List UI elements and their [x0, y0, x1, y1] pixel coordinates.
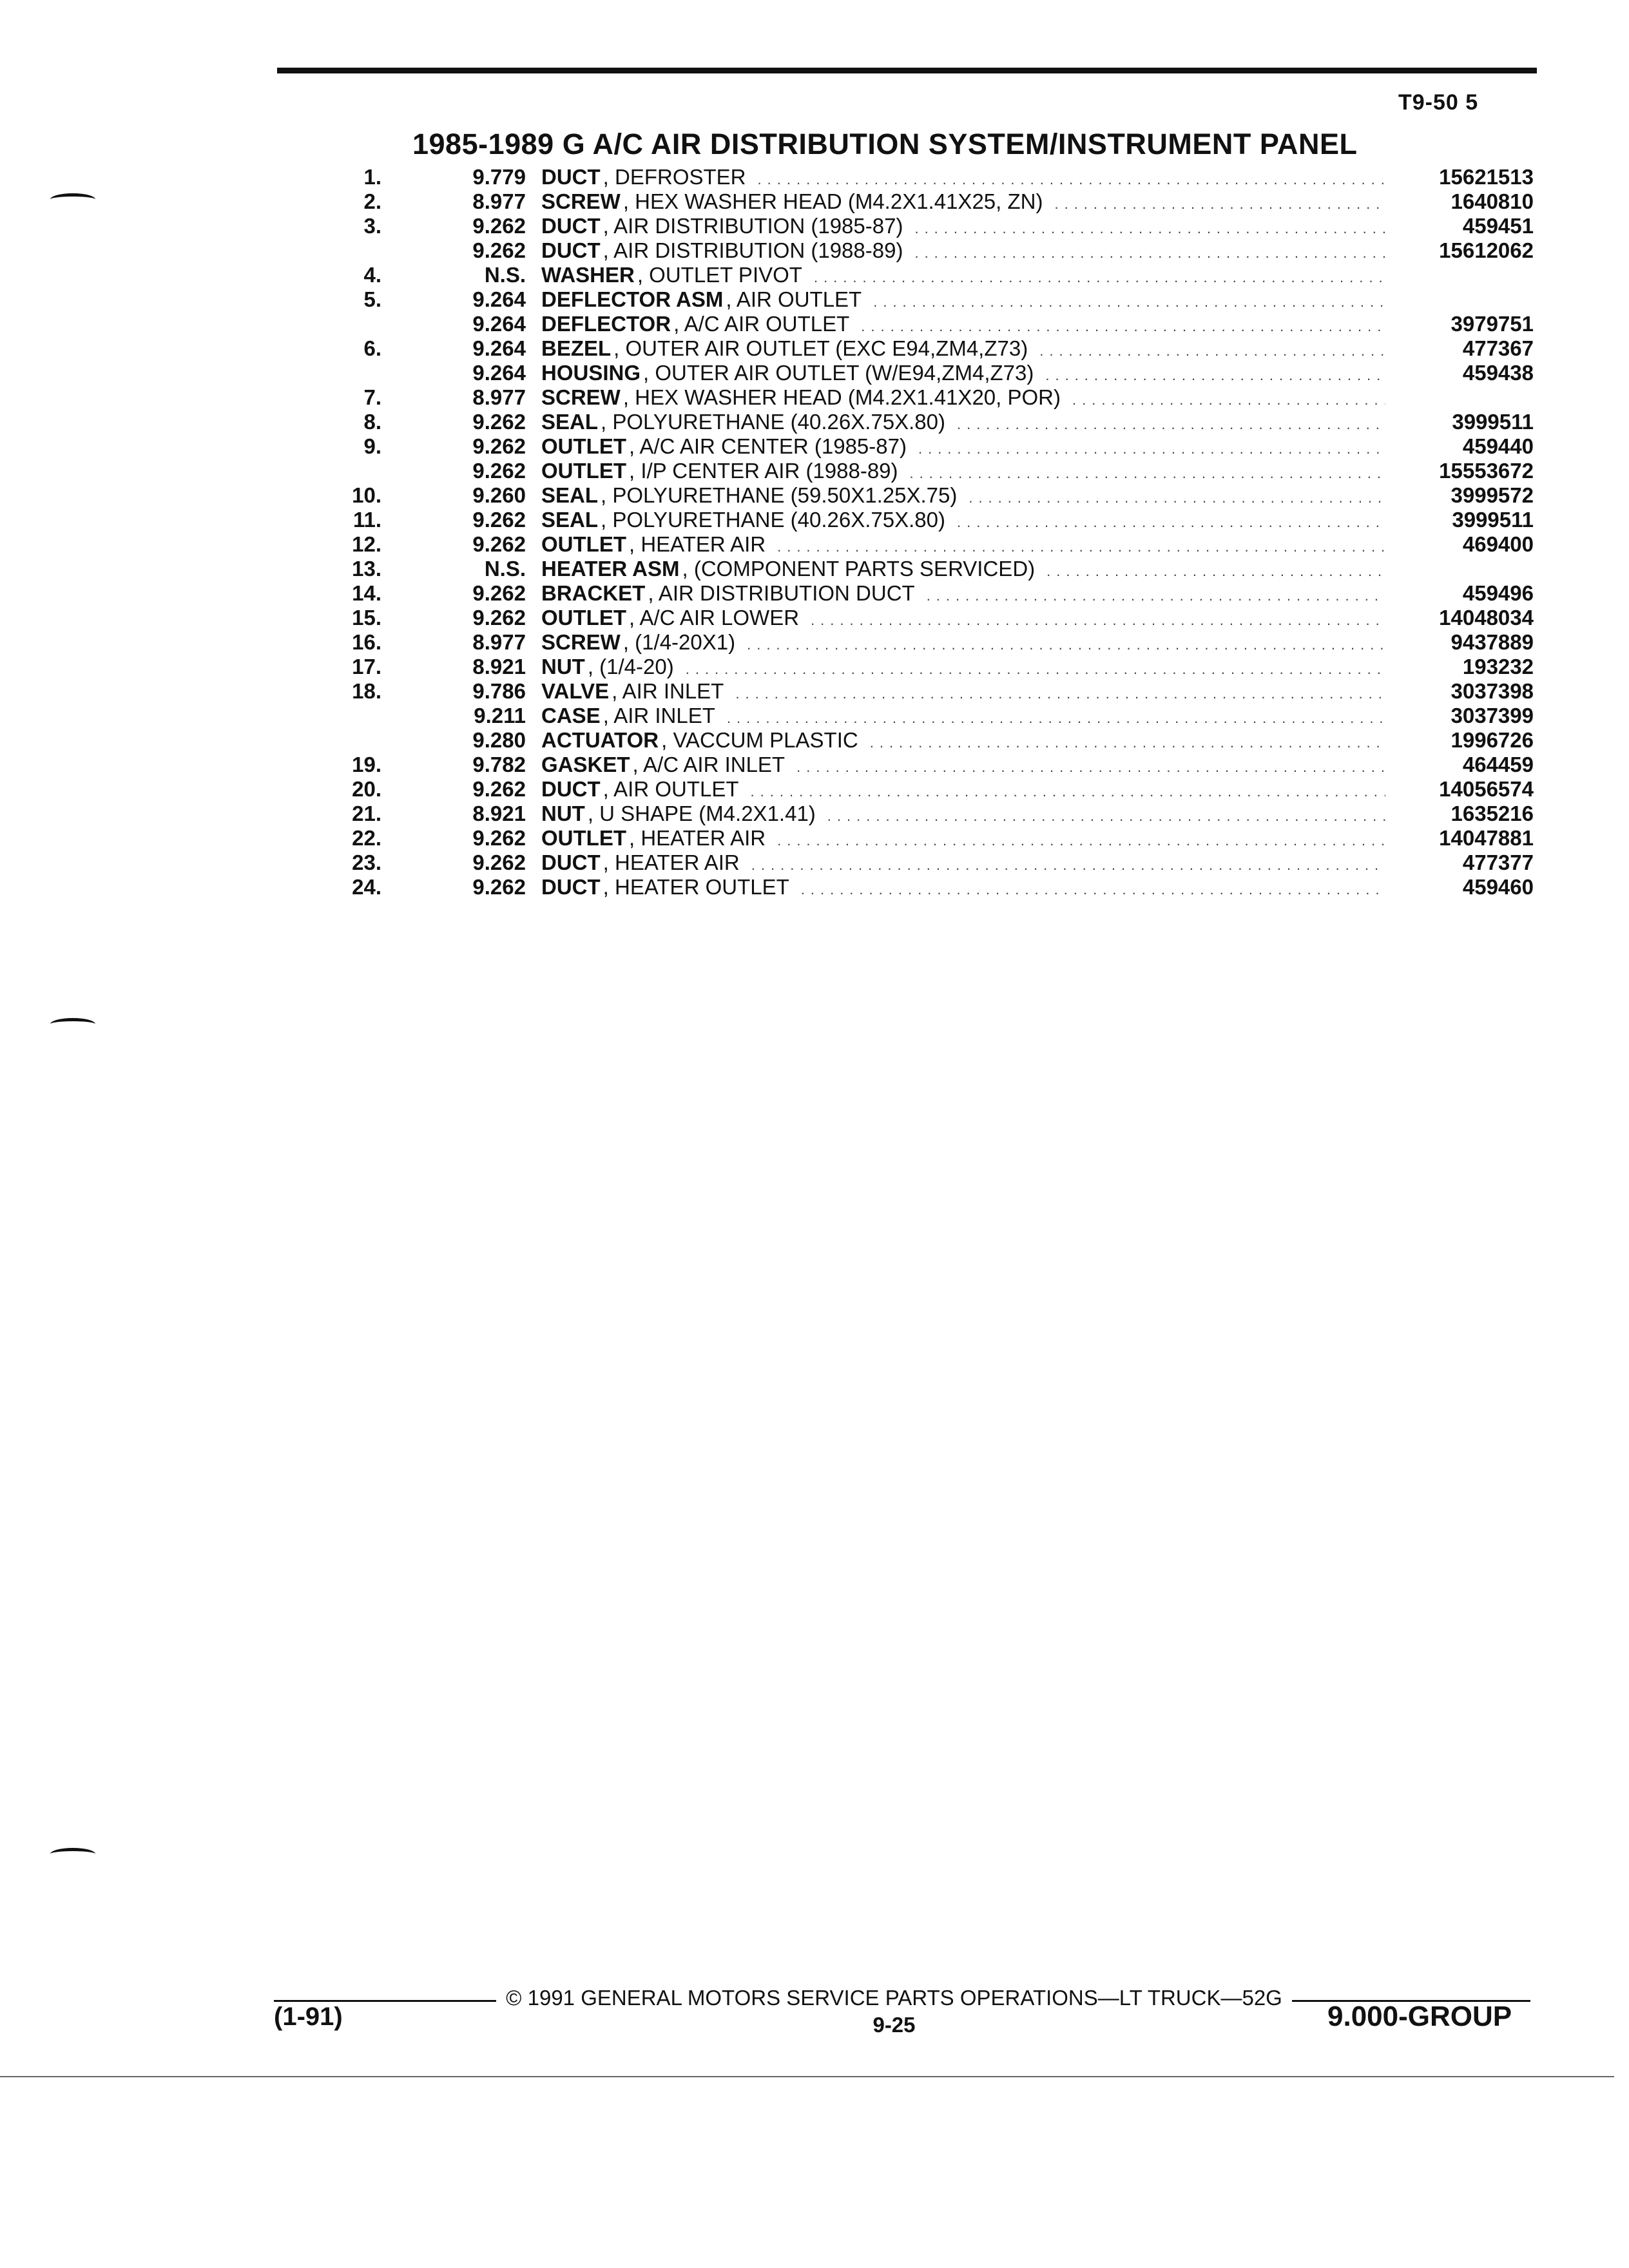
- footer-copyright: © 1991 GENERAL MOTORS SERVICE PARTS OPERATIONS—LT TRUCK—52G: [506, 1986, 1282, 2010]
- leader-dots: [814, 265, 1385, 290]
- part-description: [541, 336, 1405, 363]
- part-description: [541, 581, 1405, 608]
- part-spec: , A/C AIR LOWER: [628, 606, 800, 629]
- item-number: 6.: [363, 336, 381, 360]
- part-name: DEFLECTOR ASM: [541, 287, 724, 311]
- table-row: [335, 557, 1534, 581]
- part-spec: , AIR INLET: [602, 704, 715, 727]
- part-spec: , HEX WASHER HEAD (M4.2X1.41X25, ZN): [622, 189, 1043, 213]
- part-description: [541, 704, 1405, 731]
- leader-dots: [735, 682, 1385, 706]
- scan-edge-line: [0, 2076, 1614, 2077]
- group-number: 8.921: [472, 802, 526, 825]
- group-number: N.S.: [484, 263, 526, 287]
- item-number: 18.: [352, 679, 381, 703]
- table-row: [335, 385, 1534, 410]
- item-number: 19.: [352, 753, 381, 776]
- table-row: [335, 336, 1534, 361]
- part-name: OUTLET: [541, 459, 626, 483]
- part-name: OUTLET: [541, 434, 626, 458]
- part-spec: , VACCUM PLASTIC: [661, 728, 858, 752]
- item-number: 8.: [363, 410, 381, 434]
- part-spec: , OUTER AIR OUTLET (W/E94,ZM4,Z73): [643, 361, 1034, 385]
- item-number: 10.: [352, 483, 381, 507]
- part-number: 1640810: [1451, 189, 1534, 213]
- leader-dots: [969, 486, 1385, 510]
- part-spec: , A/C AIR OUTLET: [673, 312, 850, 336]
- part-name: HEATER ASM: [541, 557, 680, 581]
- part-name: SEAL: [541, 410, 599, 434]
- part-name: SCREW: [541, 189, 621, 213]
- part-spec: , (1/4-20X1): [622, 630, 736, 654]
- part-name: DUCT: [541, 777, 601, 801]
- binder-hole-mark: [50, 1848, 95, 1860]
- part-spec: , HEATER AIR: [602, 850, 740, 874]
- group-number: 9.262: [472, 214, 526, 238]
- part-spec: , AIR OUTLET: [726, 287, 862, 311]
- table-row: [335, 214, 1534, 238]
- table-row: [335, 875, 1534, 899]
- part-name: SEAL: [541, 483, 599, 507]
- part-spec: , HEATER AIR: [628, 532, 766, 556]
- table-row: [335, 165, 1534, 189]
- item-number: 23.: [352, 850, 381, 874]
- table-row: [335, 459, 1534, 483]
- leader-dots: [1046, 559, 1385, 584]
- part-spec: , AIR DISTRIBUTION (1988-89): [602, 238, 903, 262]
- part-number: 3999572: [1451, 483, 1534, 507]
- leader-dots: [1072, 388, 1385, 412]
- table-row: [335, 802, 1534, 826]
- group-number: 9.782: [472, 753, 526, 776]
- group-number: 8.977: [472, 630, 526, 654]
- part-description: [541, 410, 1405, 437]
- item-number: 1.: [363, 165, 381, 189]
- part-description: [541, 263, 1405, 290]
- group-number: 9.262: [472, 875, 526, 899]
- part-description: [541, 850, 1405, 878]
- leader-dots: [811, 608, 1385, 633]
- part-number: 477367: [1462, 336, 1534, 360]
- group-number: 9.262: [472, 238, 526, 262]
- leader-dots: [1054, 192, 1385, 216]
- part-name: SEAL: [541, 508, 599, 532]
- group-number: 9.264: [472, 361, 526, 385]
- part-number: 15612062: [1439, 238, 1534, 262]
- table-row: [335, 753, 1534, 777]
- part-description: [541, 189, 1405, 216]
- leader-dots: [777, 535, 1385, 559]
- part-spec: , OUTLET PIVOT: [637, 263, 802, 287]
- leader-dots: [914, 216, 1385, 241]
- footer-date: (1-91): [274, 2003, 343, 2031]
- group-number: 9.262: [472, 434, 526, 458]
- part-spec: , POLYURETHANE (59.50X1.25X.75): [601, 483, 958, 507]
- part-description: [541, 802, 1405, 829]
- item-number: 20.: [352, 777, 381, 801]
- part-description: [541, 238, 1405, 265]
- part-name: OUTLET: [541, 606, 626, 629]
- item-number: 12.: [352, 532, 381, 556]
- footer-group: 9.000-GROUP: [1327, 2001, 1512, 2032]
- part-spec: , (COMPONENT PARTS SERVICED): [682, 557, 1036, 581]
- item-number: 5.: [363, 287, 381, 311]
- part-description: [541, 385, 1405, 412]
- group-number: 9.779: [472, 165, 526, 189]
- leader-dots: [918, 437, 1385, 461]
- top-rule: [277, 68, 1537, 73]
- table-row: [335, 655, 1534, 679]
- leader-dots: [727, 706, 1385, 731]
- part-description: [541, 165, 1405, 192]
- part-number: 15621513: [1439, 165, 1534, 189]
- item-number: 16.: [352, 630, 381, 654]
- group-number: 9.262: [472, 850, 526, 874]
- part-spec: , AIR INLET: [612, 679, 724, 703]
- part-spec: , DEFROSTER: [602, 165, 746, 189]
- table-row: [335, 361, 1534, 385]
- leader-dots: [796, 755, 1385, 780]
- part-spec: , OUTER AIR OUTLET (EXC E94,ZM4,Z73): [613, 336, 1028, 360]
- table-row: [335, 850, 1534, 875]
- group-number: 9.264: [472, 287, 526, 311]
- item-number: 13.: [352, 557, 381, 581]
- part-number: 1635216: [1451, 802, 1534, 825]
- group-number: 9.786: [472, 679, 526, 703]
- part-name: ACTUATOR: [541, 728, 659, 752]
- leader-dots: [873, 290, 1385, 314]
- item-number: 15.: [352, 606, 381, 629]
- leader-dots: [1045, 363, 1385, 388]
- part-spec: , POLYURETHANE (40.26X.75X.80): [601, 410, 945, 434]
- part-number: 477377: [1462, 850, 1534, 874]
- part-name: HOUSING: [541, 361, 641, 385]
- part-number: 469400: [1462, 532, 1534, 556]
- part-name: SCREW: [541, 630, 621, 654]
- item-number: 7.: [363, 385, 381, 409]
- part-spec: , HEATER AIR: [628, 826, 766, 850]
- leader-dots: [957, 412, 1385, 437]
- part-number: 459440: [1462, 434, 1534, 458]
- part-number: 14056574: [1439, 777, 1534, 801]
- item-number: 2.: [363, 189, 381, 213]
- table-row: [335, 704, 1534, 728]
- part-number: 459496: [1462, 581, 1534, 605]
- table-row: [335, 777, 1534, 802]
- footer-rule-left: [274, 2000, 496, 2002]
- table-row: [335, 606, 1534, 630]
- part-description: [541, 459, 1405, 486]
- part-spec: , I/P CENTER AIR (1988-89): [628, 459, 898, 483]
- part-spec: , AIR OUTLET: [602, 777, 739, 801]
- binder-hole-mark: [50, 193, 95, 206]
- group-number: 9.262: [472, 459, 526, 483]
- part-spec: , POLYURETHANE (40.26X.75X.80): [601, 508, 945, 532]
- leader-dots: [910, 461, 1385, 486]
- leader-dots: [861, 314, 1385, 339]
- table-row: [335, 189, 1534, 214]
- part-number: 3037399: [1451, 704, 1534, 727]
- item-number: 14.: [352, 581, 381, 605]
- table-row: [335, 434, 1534, 459]
- part-spec: , AIR DISTRIBUTION DUCT: [648, 581, 915, 605]
- part-name: SCREW: [541, 385, 621, 409]
- part-number: 464459: [1462, 753, 1534, 776]
- part-spec: , HEX WASHER HEAD (M4.2X1.41X20, POR): [622, 385, 1061, 409]
- leader-dots: [957, 510, 1385, 535]
- part-description: [541, 214, 1405, 241]
- part-name: DUCT: [541, 214, 601, 238]
- part-description: [541, 875, 1405, 902]
- part-name: OUTLET: [541, 826, 626, 850]
- part-number: 459451: [1462, 214, 1534, 238]
- part-description: [541, 287, 1405, 314]
- part-name: BRACKET: [541, 581, 646, 605]
- item-number: 3.: [363, 214, 381, 238]
- page-reference: T9-50 5: [1398, 90, 1479, 115]
- part-name: BEZEL: [541, 336, 612, 360]
- table-row: [335, 630, 1534, 655]
- part-name: DEFLECTOR: [541, 312, 671, 336]
- part-name: OUTLET: [541, 532, 626, 556]
- part-name: DUCT: [541, 850, 601, 874]
- part-spec: , (1/4-20): [587, 655, 674, 678]
- part-description: [541, 777, 1405, 804]
- group-number: 9.262: [472, 581, 526, 605]
- leader-dots: [758, 168, 1385, 192]
- part-description: [541, 557, 1405, 584]
- part-name: DUCT: [541, 875, 601, 899]
- part-spec: , A/C AIR INLET: [632, 753, 786, 776]
- group-number: 8.977: [472, 385, 526, 409]
- leader-dots: [801, 878, 1385, 902]
- part-name: DUCT: [541, 238, 601, 262]
- group-number: 9.262: [472, 606, 526, 629]
- group-number: 9.262: [472, 826, 526, 850]
- binder-hole-mark: [50, 1018, 95, 1030]
- parts-list: [335, 165, 1534, 899]
- part-number: 459438: [1462, 361, 1534, 385]
- part-number: 459460: [1462, 875, 1534, 899]
- part-name: DUCT: [541, 165, 601, 189]
- part-name: NUT: [541, 802, 585, 825]
- table-row: [335, 508, 1534, 532]
- part-description: [541, 753, 1405, 780]
- group-number: 8.921: [472, 655, 526, 678]
- part-spec: , U SHAPE (M4.2X1.41): [587, 802, 816, 825]
- page-title: 1985-1989 G A/C AIR DISTRIBUTION SYSTEM/INSTRUMENT PANEL: [412, 128, 1358, 160]
- part-name: GASKET: [541, 753, 630, 776]
- part-number: 1996726: [1451, 728, 1534, 752]
- part-description: [541, 508, 1405, 535]
- part-description: [541, 483, 1405, 510]
- table-row: [335, 483, 1534, 508]
- group-number: 9.264: [472, 312, 526, 336]
- leader-dots: [751, 853, 1385, 878]
- item-number: 17.: [352, 655, 381, 678]
- part-number: 14048034: [1439, 606, 1534, 629]
- part-description: [541, 826, 1405, 853]
- part-description: [541, 434, 1405, 461]
- part-name: WASHER: [541, 263, 635, 287]
- part-description: [541, 312, 1405, 339]
- item-number: 4.: [363, 263, 381, 287]
- item-number: 11.: [352, 508, 381, 532]
- leader-dots: [827, 804, 1385, 829]
- table-row: [335, 581, 1534, 606]
- part-number: 3999511: [1452, 410, 1534, 434]
- item-number: 21.: [352, 802, 381, 825]
- group-number: 9.260: [472, 483, 526, 507]
- item-number: 22.: [352, 826, 381, 850]
- item-number: 9.: [363, 434, 381, 458]
- part-spec: , A/C AIR CENTER (1985-87): [628, 434, 907, 458]
- part-name: VALVE: [541, 679, 610, 703]
- group-number: 9.280: [472, 728, 526, 752]
- part-description: [541, 532, 1405, 559]
- table-row: [335, 312, 1534, 336]
- part-name: NUT: [541, 655, 585, 678]
- table-row: [335, 679, 1534, 704]
- part-number: 193232: [1462, 655, 1534, 678]
- table-row: [335, 532, 1534, 557]
- part-number: 9437889: [1451, 630, 1534, 654]
- part-description: [541, 655, 1405, 682]
- table-row: [335, 238, 1534, 263]
- leader-dots: [751, 780, 1385, 804]
- table-row: [335, 826, 1534, 850]
- part-number: 3037398: [1451, 679, 1534, 703]
- table-row: [335, 410, 1534, 434]
- group-number: 9.262: [472, 532, 526, 556]
- leader-dots: [1039, 339, 1385, 363]
- table-row: [335, 287, 1534, 312]
- part-description: [541, 679, 1405, 706]
- group-number: 9.262: [472, 508, 526, 532]
- part-description: [541, 361, 1405, 388]
- footer-page-number: 9-25: [872, 2013, 916, 2037]
- part-number: 3979751: [1451, 312, 1534, 336]
- part-number: 15553672: [1439, 459, 1534, 483]
- group-number: 9.262: [472, 410, 526, 434]
- leader-dots: [747, 633, 1385, 657]
- group-number: 8.977: [472, 189, 526, 213]
- part-spec: , AIR DISTRIBUTION (1985-87): [602, 214, 903, 238]
- table-row: [335, 263, 1534, 287]
- part-spec: , HEATER OUTLET: [602, 875, 789, 899]
- group-number: N.S.: [484, 557, 526, 581]
- part-description: [541, 606, 1405, 633]
- part-description: [541, 728, 1405, 755]
- item-number: 24.: [352, 875, 381, 899]
- leader-dots: [914, 241, 1385, 265]
- group-number: 9.262: [472, 777, 526, 801]
- part-name: CASE: [541, 704, 601, 727]
- leader-dots: [927, 584, 1385, 608]
- leader-dots: [686, 657, 1385, 682]
- part-number: 3999511: [1452, 508, 1534, 532]
- table-row: [335, 728, 1534, 753]
- group-number: 9.264: [472, 336, 526, 360]
- leader-dots: [870, 731, 1385, 755]
- part-number: 14047881: [1439, 826, 1534, 850]
- leader-dots: [777, 829, 1385, 853]
- part-description: [541, 630, 1405, 657]
- group-number: 9.211: [474, 704, 526, 727]
